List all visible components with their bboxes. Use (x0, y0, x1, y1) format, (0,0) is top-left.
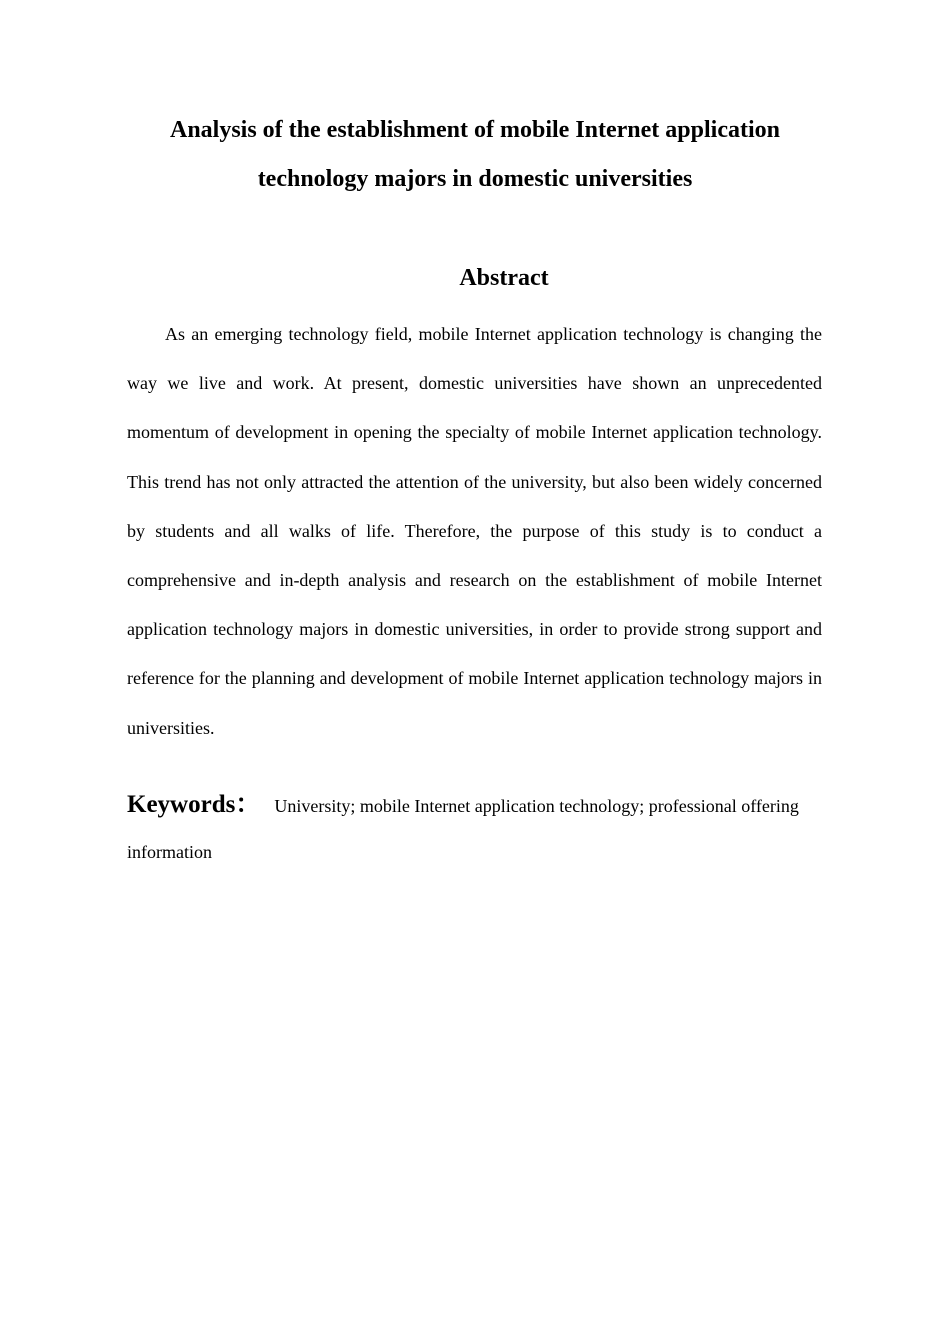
abstract-heading: Abstract (459, 265, 549, 291)
keywords-separator: ： (235, 791, 261, 818)
keywords-label: Keywords (127, 791, 236, 818)
keywords-section (127, 782, 822, 875)
paper-title: Analysis of the establishment of mobile Internet application technology majors in domestic universities (169, 117, 780, 192)
abstract-body: As an emerging technology field, mobile Internet application technology is changing the way we live and work. At present, domestic universities have shown an unprecedented momentum of development in opening the specialty of mobile Internet application technology. This trend has not only attracted the attention of the university, but also been widely concerned by students and all walks of life. Therefore, the purpose of this study is to conduct a comprehensive and in-depth analysis and research on the establishment of mobile Internet application technology majors in domestic universities, in order to provide strong support and reference for the planning and development of mobile Internet application technology majors in universities. (127, 324, 822, 738)
keywords-text: University; mobile Internet application technology; professional offering information (127, 796, 799, 862)
